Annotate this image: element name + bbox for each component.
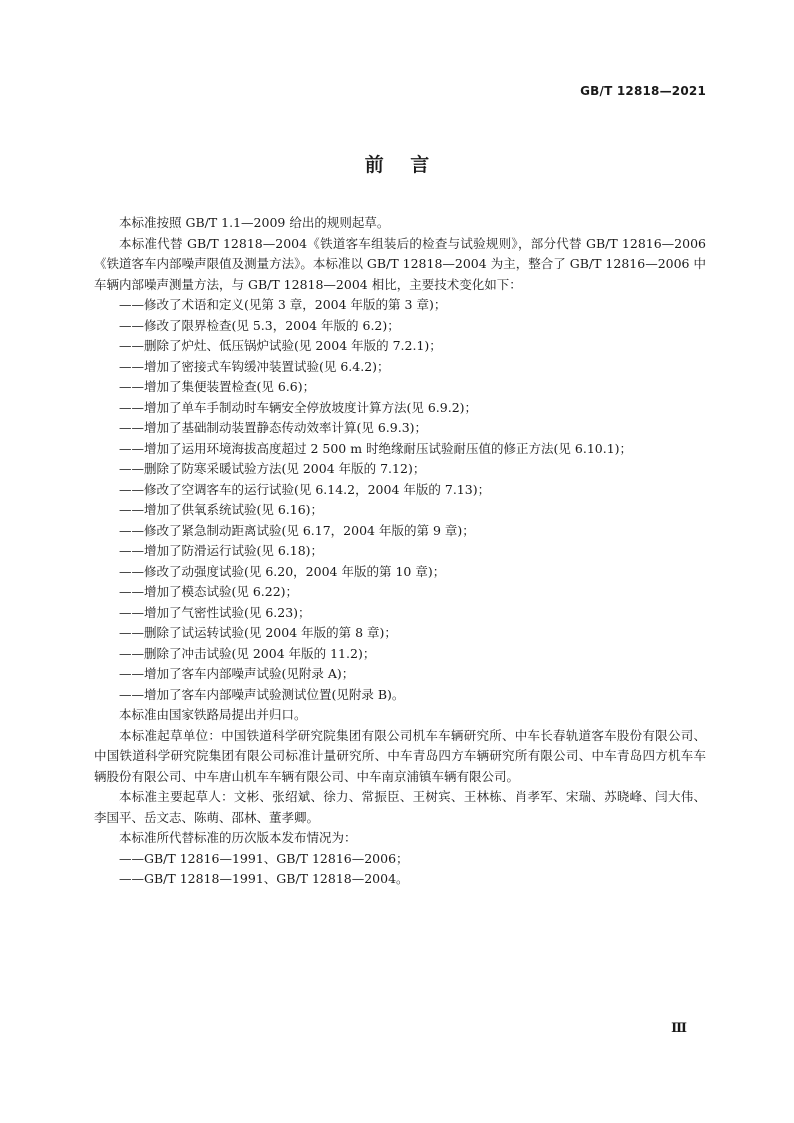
list-item-text: 增加了运用环境海拔高度超过 2 500 m 时绝缘耐压试验耐压值的修正方法(见 6.10.1)； bbox=[144, 440, 633, 456]
paragraph: 本标准代替 GB/T 12818—2004《铁道客车组装后的检查与试验规则》，部分代替 GB/T 12816—2006《铁道客车内部噪声限值及测量方法》。本标准以 GB/T 12818—2004 为主，整合了 GB/T 12816—2006 中车辆内部噪声测量方法，与 GB/T 12818—2004 相比，主要技术变化如下： bbox=[94, 235, 706, 292]
list-item bbox=[94, 439, 706, 460]
list-item bbox=[94, 500, 706, 521]
list-item-text: 增加了供氧系统试验(见 6.16)； bbox=[144, 502, 324, 517]
list-dash: —— bbox=[119, 850, 144, 866]
list-item-text: 修改了限界检查(见 5.3，2004 年版的 6.2)； bbox=[144, 317, 400, 333]
standard-number: GB/T 12818—2021 bbox=[580, 84, 706, 98]
list-item-text: 删除了炉灶、低压锅炉试验(见 2004 年版的 7.2.1)； bbox=[144, 338, 442, 353]
list-dash: —— bbox=[119, 584, 144, 599]
list-item bbox=[94, 295, 706, 316]
list-item-text: 删除了冲击试验(见 2004 年版的 11.2)； bbox=[144, 645, 376, 661]
list-item bbox=[94, 644, 706, 665]
list-item bbox=[94, 562, 706, 583]
list-item-text: 增加了基础制动装置静态传动效率计算(见 6.9.3)； bbox=[144, 420, 428, 435]
list-item-text: 增加了模态试验(见 6.22)； bbox=[144, 584, 299, 599]
paragraph: 本标准主要起草人：文彬、张绍斌、徐力、常振臣、王树宾、王林栋、肖孝军、宋瑞、苏晓峰、闫大伟、李国平、岳文志、陈萌、邵林、董孝卿。 bbox=[94, 789, 706, 825]
paragraph: 本标准起草单位：中国铁道科学研究院集团有限公司机车车辆研究所、中车长春轨道客车股份有限公司、中国铁道科学研究院集团有限公司标准计量研究所、中车青岛四方车辆研究所有限公司、中车青岛四方机车车辆股份有限公司、中车唐山机车车辆有限公司、中车南京浦镇车辆有限公司。 bbox=[94, 727, 706, 784]
list-dash: —— bbox=[119, 440, 144, 456]
list-item bbox=[94, 357, 706, 378]
list-item bbox=[94, 521, 706, 542]
list-item bbox=[94, 623, 706, 644]
body-text bbox=[94, 213, 706, 890]
history-list bbox=[94, 849, 706, 890]
change-list bbox=[94, 295, 706, 705]
page-number: Ⅲ bbox=[671, 1021, 687, 1036]
list-item-text: 增加了防滑运行试验(见 6.18)； bbox=[144, 543, 324, 558]
list-item bbox=[94, 336, 706, 357]
list-item bbox=[94, 398, 706, 419]
list-item bbox=[94, 541, 706, 562]
paragraph: 本标准按照 GB/T 1.1—2009 给出的规则起草。 bbox=[119, 215, 390, 230]
list-item-text: 增加了气密性试验(见 6.23)； bbox=[144, 604, 311, 620]
list-dash: —— bbox=[119, 625, 144, 640]
list-item-text: GB/T 12818—1991、GB/T 12818—2004。 bbox=[144, 871, 409, 886]
list-item bbox=[94, 582, 706, 603]
list-item-text: 修改了术语和定义(见第 3 章，2004 年版的第 3 章)； bbox=[144, 297, 447, 312]
list-dash: —— bbox=[119, 317, 144, 333]
list-dash: —— bbox=[119, 871, 144, 886]
list-item bbox=[94, 664, 706, 685]
list-dash: —— bbox=[119, 338, 144, 353]
list-dash: —— bbox=[119, 358, 144, 374]
list-dash: —— bbox=[119, 297, 144, 312]
list-item-text: 删除了防寒采暖试验方法(见 2004 年版的 7.12)； bbox=[144, 461, 426, 476]
list-dash: —— bbox=[119, 379, 144, 394]
list-item-text: 修改了空调客车的运行试验(见 6.14.2，2004 年版的 7.13)； bbox=[144, 481, 491, 497]
list-item-text: 增加了客车内部噪声试验(见附录 A)； bbox=[144, 666, 355, 681]
list-item bbox=[94, 377, 706, 398]
paragraph: 本标准由国家铁路局提出并归口。 bbox=[119, 707, 307, 722]
list-item-text: 增加了密接式车钩缓冲装置试验(见 6.4.2)； bbox=[144, 358, 390, 374]
list-item-text: 增加了单车手制动时车辆安全停放坡度计算方法(见 6.9.2)； bbox=[144, 399, 478, 415]
list-dash: —— bbox=[119, 522, 144, 538]
list-item bbox=[94, 459, 706, 480]
list-dash: —— bbox=[119, 563, 144, 579]
list-dash: —— bbox=[119, 502, 144, 517]
list-item-text: 增加了客车内部噪声试验测试位置(见附录 B)。 bbox=[144, 686, 405, 702]
list-item bbox=[94, 480, 706, 501]
list-dash: —— bbox=[119, 399, 144, 415]
list-item bbox=[94, 603, 706, 624]
list-dash: —— bbox=[119, 686, 144, 702]
list-item bbox=[94, 418, 706, 439]
list-item-text: 增加了集便装置检查(见 6.6)； bbox=[144, 379, 316, 394]
page-title: 前 言 bbox=[364, 154, 430, 176]
list-dash: —— bbox=[119, 461, 144, 476]
list-item bbox=[94, 869, 706, 890]
list-item-text: GB/T 12816—1991、GB/T 12816—2006； bbox=[144, 850, 409, 866]
list-item bbox=[94, 316, 706, 337]
list-dash: —— bbox=[119, 604, 144, 620]
paragraph: 本标准所代替标准的历次版本发布情况为： bbox=[119, 830, 357, 845]
list-item-text: 删除了试运转试验(见 2004 年版的第 8 章)； bbox=[144, 625, 397, 640]
list-item bbox=[94, 685, 706, 706]
list-item bbox=[94, 849, 706, 870]
list-item-text: 修改了动强度试验(见 6.20，2004 年版的第 10 章)； bbox=[144, 563, 446, 579]
list-dash: —— bbox=[119, 420, 144, 435]
list-dash: —— bbox=[119, 543, 144, 558]
list-item-text: 修改了紧急制动距离试验(见 6.17，2004 年版的第 9 章)； bbox=[144, 522, 475, 538]
list-dash: —— bbox=[119, 666, 144, 681]
list-dash: —— bbox=[119, 645, 144, 661]
list-dash: —— bbox=[119, 481, 144, 497]
